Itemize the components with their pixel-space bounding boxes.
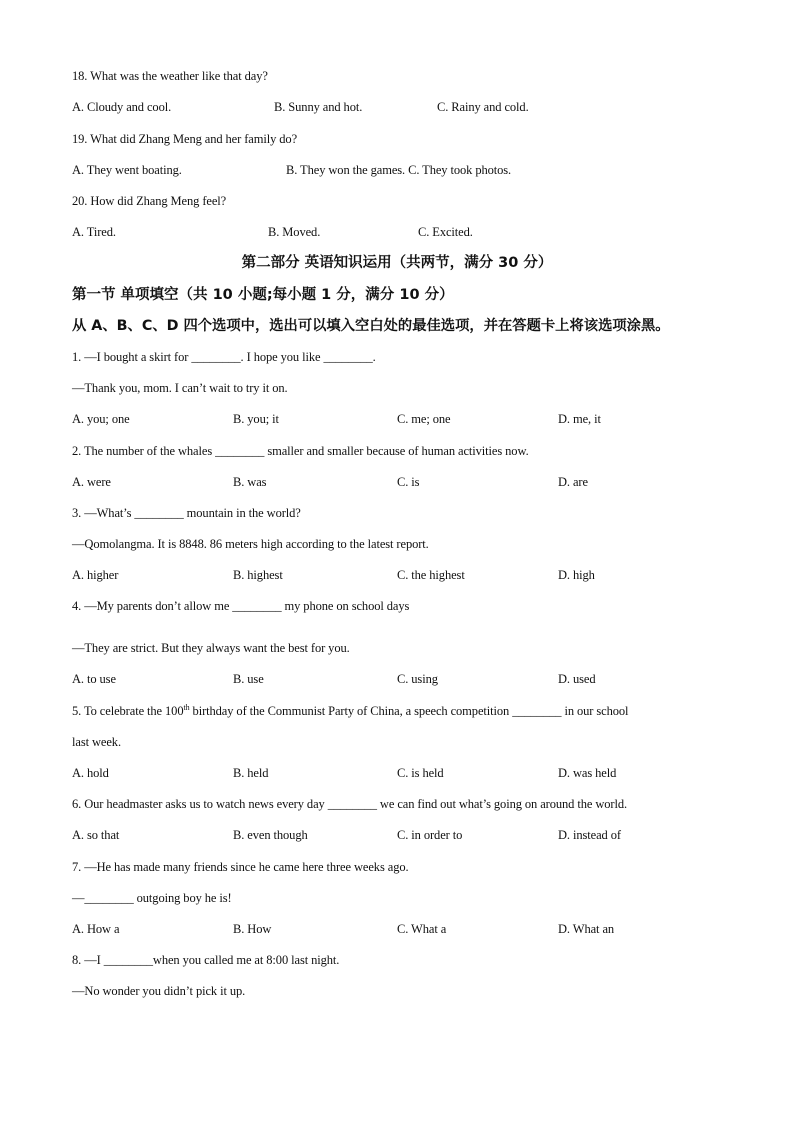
q20-option-b: B. Moved. [268, 225, 321, 239]
q4-option-b: B. use [233, 672, 264, 686]
q20-option-c: C. Excited. [418, 225, 473, 239]
q19-option-bc: B. They won the games. C. They took photos. [286, 163, 512, 177]
q3-option-a: A. higher [72, 568, 119, 582]
q5-line2: last week. [72, 735, 121, 749]
q3-line2: —Qomolangma. It is 8848. 86 meters high according to the latest report. [72, 537, 429, 551]
q2-option-c: C. is [397, 475, 420, 489]
q1-option-c: C. me; one [397, 412, 451, 426]
q1-line2: —Thank you, mom. I can’t wait to try it on. [72, 381, 288, 395]
q7-line2: —________ outgoing boy he is! [72, 891, 232, 905]
q1-option-a: A. you; one [72, 412, 130, 426]
q7-option-c: C. What a [397, 922, 447, 936]
q3-option-c: C. the highest [397, 568, 465, 582]
q18-stem: 18. What was the weather like that day? [72, 69, 268, 83]
q1-option-b: B. you; it [233, 412, 279, 426]
q18-option-a: A. Cloudy and cool. [72, 100, 172, 114]
q6-line1: 6. Our headmaster asks us to watch news every day ________ we can find out what’s going on around the world. [72, 797, 628, 811]
q3-option-d: D. high [558, 568, 595, 582]
q1-option-d: D. me, it [558, 412, 601, 426]
q18-option-c: C. Rainy and cold. [437, 100, 529, 114]
q6-option-d: D. instead of [558, 828, 621, 842]
q5-line1-pre: 5. To celebrate the 100 [72, 704, 184, 718]
q1-line1: 1. —I bought a skirt for ________. I hope you like ________. [72, 350, 376, 364]
q5-option-b: B. held [233, 766, 269, 780]
q19-option-a: A. They went boating. [72, 163, 182, 177]
q4-line1: 4. —My parents don’t allow me ________ my phone on school days [72, 599, 410, 613]
q5-option-d: D. was held [558, 766, 617, 780]
q5-option-c: C. is held [397, 766, 444, 780]
section1-instruction: 从 A、B、C、D 四个选项中，选出可以填入空白处的最佳选项，并在答题卡上将该选项涂黑。 [72, 318, 670, 334]
q7-option-a: A. How a [72, 922, 120, 936]
part2-title: 第二部分 英语知识运用（共两节，满分 30 分） [241, 255, 553, 271]
q2-option-b: B. was [233, 475, 267, 489]
q8-line2: —No wonder you didn’t pick it up. [72, 984, 246, 998]
q20-stem: 20. How did Zhang Meng feel? [72, 194, 227, 208]
q3-option-b: B. highest [233, 568, 283, 582]
q7-line1: 7. —He has made many friends since he came here three weeks ago. [72, 860, 409, 874]
q7-option-d: D. What an [558, 922, 615, 936]
q6-option-c: C. in order to [397, 828, 463, 842]
q2-option-d: D. are [558, 475, 588, 489]
q8-line1: 8. —I ________when you called me at 8:00 last night. [72, 953, 340, 967]
q7-option-b: B. How [233, 922, 272, 936]
q3-line1: 3. —What’s ________ mountain in the world? [72, 506, 301, 520]
section1-title: 第一节 单项填空（共 10 小题;每小题 1 分，满分 10 分） [72, 287, 454, 303]
q6-option-b: B. even though [233, 828, 308, 842]
q6-option-a: A. so that [72, 828, 120, 842]
q4-option-a: A. to use [72, 672, 116, 686]
q4-option-d: D. used [558, 672, 596, 686]
q18-option-b: B. Sunny and hot. [274, 100, 363, 114]
q2-option-a: A. were [72, 475, 111, 489]
q2-line1: 2. The number of the whales ________ smaller and smaller because of human activities now. [72, 444, 529, 458]
q4-option-c: C. using [397, 672, 438, 686]
q20-option-a: A. Tired. [72, 225, 116, 239]
q19-stem: 19. What did Zhang Meng and her family do? [72, 132, 298, 146]
q5-line1 [72, 703, 628, 719]
q5-option-a: A. hold [72, 766, 109, 780]
q5-superscript: th [183, 702, 190, 712]
q5-line1-post: birthday of the Communist Party of China, a speech competition ________ in our school [189, 704, 629, 718]
q4-line2: —They are strict. But they always want the best for you. [72, 641, 350, 655]
